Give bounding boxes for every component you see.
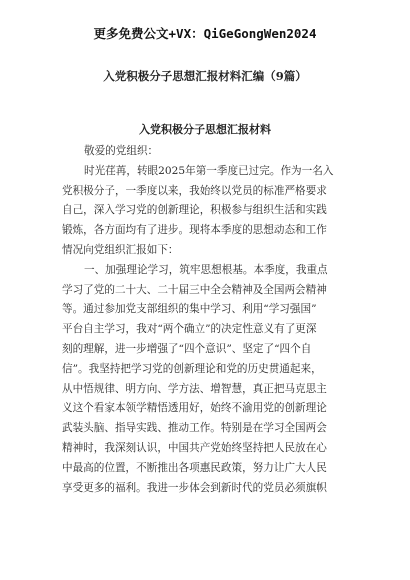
promo-banner: 更多免费公文+VX：QiGeGongWen2024 — [93, 26, 317, 41]
body-line: 刻的理解，进一步增强了“四个意识”、坚定了“四个自 — [62, 342, 312, 355]
body-line: 精神时，我深刻认识，中国共产党始终坚持把人民放在心 — [62, 441, 327, 454]
body-line: 信”。我坚持把学习党的创新理论和党的历史贯通起来， — [62, 362, 322, 375]
body-text — [62, 142, 354, 498]
body-line: 义这个看家本领学精悟透用好，始终不渝用党的创新理论 — [62, 402, 327, 415]
body-line: 自己，深入学习党的创新理论，积极参与组织生活和实践 — [62, 204, 327, 217]
body-line: 锻炼，各方面均有了进步。现将本季度的思想动态和工作 — [62, 224, 327, 237]
body-line: 从中悟规律、明方向、学方法、增智慧，真正把马克思主 — [62, 382, 327, 395]
body-line: 学习了党的二十大、二十届三中全会精神及全国两会精神 — [62, 283, 327, 296]
body-line: 平台自主学习，我对“两个确立”的决定性意义有了更深 — [62, 323, 317, 336]
body-line: 享受更多的福利。我进一步体会到新时代的党员必须旗帜 — [62, 481, 327, 494]
body-line: 中最高的位置，不断推出各项惠民政策，努力让广大人民 — [62, 461, 327, 474]
body-line: 党积极分子，一季度以来，我始终以党员的标准严格要求 — [62, 184, 327, 197]
body-line: 武装头脑、指导实践、推动工作。特别是在学习全国两会 — [62, 422, 327, 435]
document-title: 入党积极分子思想汇报材料汇编（9篇） — [103, 69, 307, 83]
body-line: 等。通过参加党支部组织的集中学习、利用“学习强国” — [62, 303, 317, 316]
body-line: 时光荏苒，转眼2025年第一季度已过完。作为一名入 — [84, 164, 334, 177]
body-line: 敬爱的党组织： — [84, 145, 159, 157]
body-line: 一、加强理论学习，筑牢思想根基。本季度，我重点 — [84, 263, 328, 276]
body-line: 情况向党组织汇报如下： — [62, 243, 179, 256]
section-title: 入党积极分子思想汇报材料 — [139, 123, 271, 136]
